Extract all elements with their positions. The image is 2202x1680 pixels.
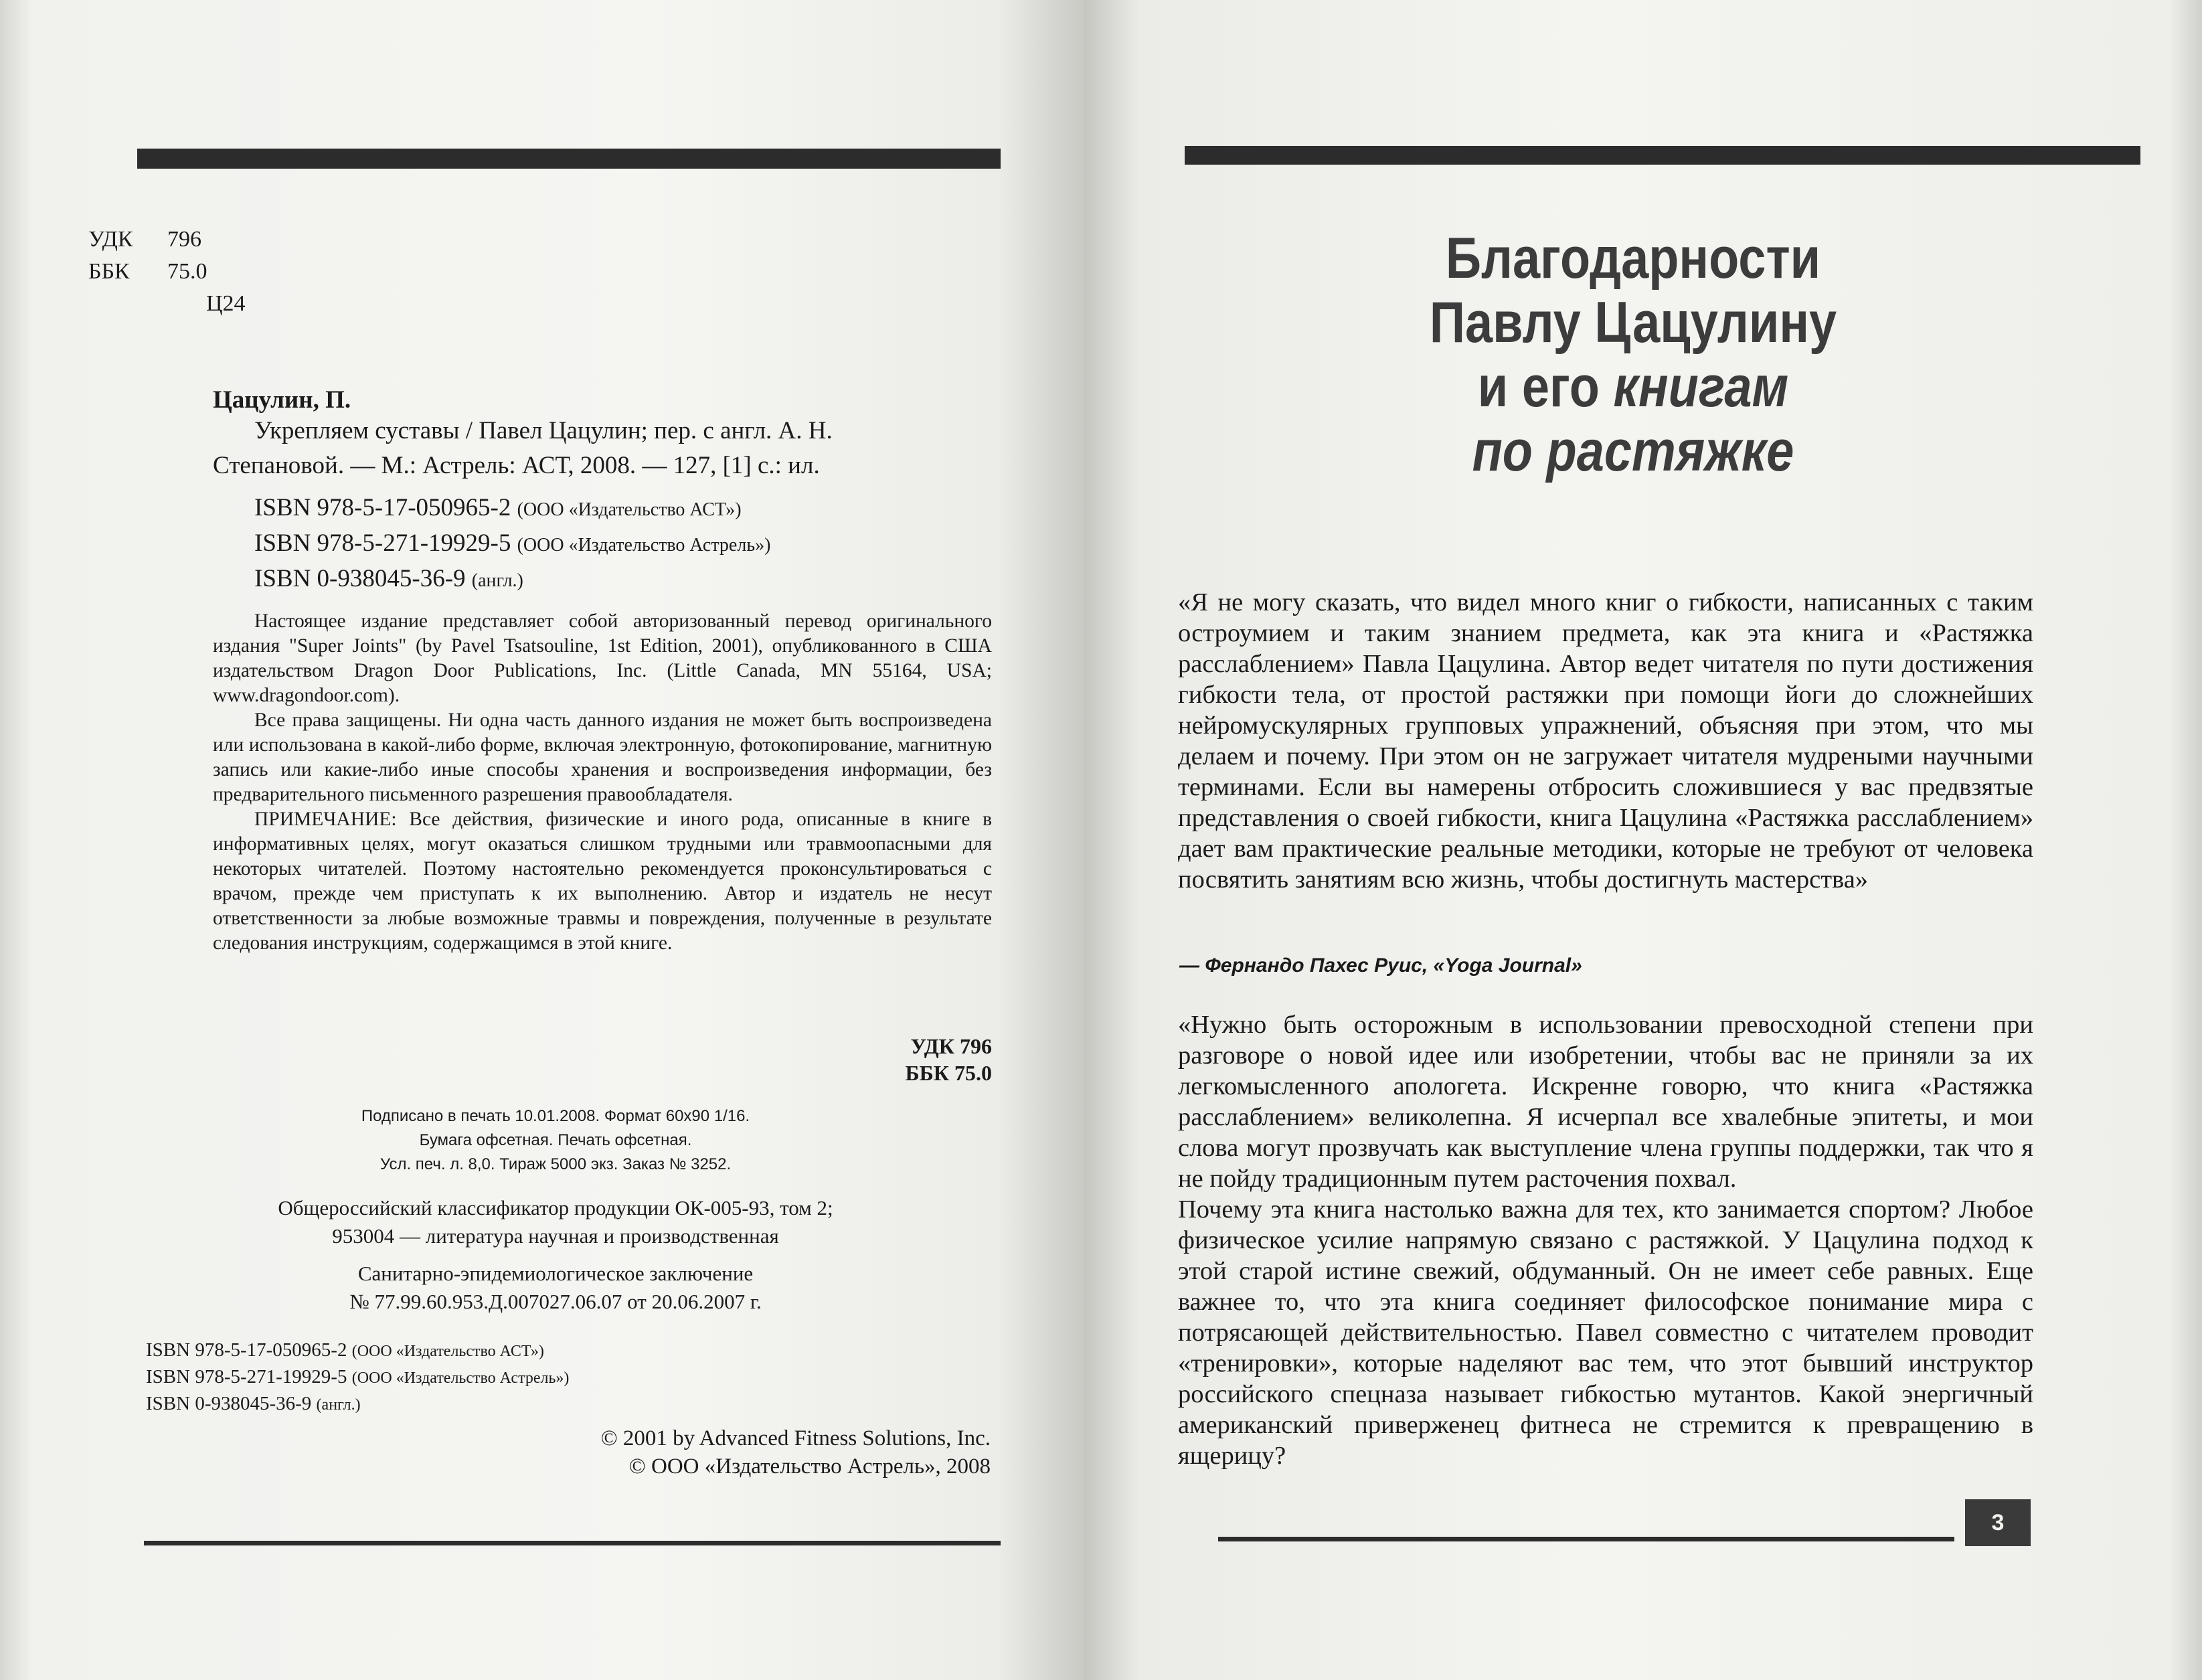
bib-line-1: Укрепляем суставы / Павел Цацулин; пер. с англ. А. Н. (254, 417, 833, 444)
bbk-right-line: ББК 75.0 (905, 1061, 992, 1085)
classification-block (88, 224, 246, 320)
sanitary-line: Санитарно-эпидемиологическое заключение (357, 1262, 754, 1285)
copyright-line: © 2001 by Advanced Fitness Solutions, Inc. (600, 1426, 991, 1450)
classifier-block (221, 1194, 890, 1316)
bbk-value: 75.0 (167, 259, 207, 284)
heading-line: Благодарности (1445, 226, 1821, 290)
sanitary-line: № 77.99.60.953.Д.007027.06.07 от 20.06.2007 г. (349, 1290, 762, 1313)
copyright-block (522, 1424, 991, 1481)
bottom-rule-right (1218, 1537, 1954, 1541)
udk-value: 796 (167, 227, 201, 252)
quote-paragraph: Почему эта книга настолько важна для тех, кто занимается спортом? Любое физическое усилие напрямую связано с растяжкой. У Цацулина подход к этой старой истине свежий, обдуманный. Он не имеет себе равных. Еще важнее то, что эта книга соединяет философское понимание мира с потрясающей действительностью. Павел совместно с читателем проводит «тренировки», которые наделяют вас тем, что этот бывший инструктор российского спецназа называет гибкостью мутантов. Какой энергичный американский приверженец фитнеса не стремится к превращению в ящерицу? (1178, 1195, 2033, 1470)
bib-line-2: Степановой. — М.: Астрель: АСТ, 2008. — 127, [1] с.: ил. (213, 452, 820, 479)
top-rule-right (1185, 146, 2140, 165)
print-info-line: Усл. печ. л. 8,0. Тираж 5000 экз. Заказ № 3252. (379, 1155, 732, 1173)
bottom-rule-left (144, 1541, 1001, 1545)
udk-label: УДК (88, 227, 133, 252)
isbn-row: ISBN 978-5-271-19929-5 (ООО «Издательство Астрель») (146, 1366, 570, 1388)
print-info-line: Бумага офсетная. Печать офсетная. (419, 1131, 692, 1149)
copyright-line: © ООО «Издательство Астрель», 2008 (628, 1454, 991, 1479)
rights-paragraph: Все права защищены. Ни одна часть данного издания не может быть воспроизведена или использована в какой-либо форме, включая электронную, фотокопирование, магнитную запись или какие-либо иные способы хранения и воспроизведения информации, без предварительного письменного разрешения правообладателя. (213, 709, 992, 805)
quote-attribution: — Фернандо Пахес Руис, «Yoga Journal» (1179, 954, 1582, 977)
legal-text (213, 609, 992, 956)
isbn-row: ISBN 978-5-17-050965-2 (ООО «Издательство АСТ») (254, 494, 742, 521)
page-heading (1368, 226, 1897, 483)
testimonial-quote-1 (1178, 587, 2033, 895)
udk-bbk-right (883, 1033, 992, 1086)
print-info (281, 1104, 830, 1177)
classifier-line: Общероссийский классификатор продукции ОК-005-93, том 2; (278, 1196, 833, 1220)
author-code: Ц24 (206, 291, 246, 316)
author-line: Цацулин, П. (213, 386, 351, 414)
udk-right-line: УДК 796 (910, 1034, 992, 1058)
classifier-line: 953004 — литература научная и производственная (332, 1224, 779, 1248)
isbn-row: ISBN 0-938045-36-9 (англ.) (254, 565, 523, 592)
isbn-row: ISBN 0-938045-36-9 (англ.) (146, 1393, 361, 1414)
isbn-row: ISBN 978-5-271-19929-5 (ООО «Издательство Астрель») (254, 529, 771, 557)
heading-line: по растяжке (1472, 419, 1794, 483)
note-paragraph: ПРИМЕЧАНИЕ: Все действия, физические и иного рода, описанные в книге в информативных целях, могут оказаться слишком трудными или травмоопасными для некоторых читателей. Поэтому настоятельно рекомендуется проконсультироваться с врачом, прежде чем приступать к их выполнению. Автор и издатель не несут ответственности за любые возможные травмы и повреждения, полученные в результате следования инструкциям, содержащимся в этой книге. (213, 809, 992, 954)
bibliographic-description (213, 414, 991, 483)
bbk-label: ББК (88, 259, 130, 284)
quote-text: «Я не могу сказать, что видел много книг о гибкости, написанных с таким остроумием и таким знанием предмета, как эта книга и «Растяжка расслаблением» Павла Цацулина. Автор ведет читателя по пути достижения гибкости тела, от простой растяжки при помощи йоги до сложнейших нейромускулярных групповых упражнений, объясняя при этом, что мы делаем и почему. При этом он не загружает читателя мудреными научными терминами. Если вы намерены отбросить сложившиеся у вас предвзятые представления о своей гибкости, книга Цацулина «Растяжка расслаблением» дает вам практические реальные методики, которые не требуют от человека посвятить занятиям всю жизнь, чтобы достигнуть мастерства» (1178, 588, 2033, 894)
isbn-row: ISBN 978-5-17-050965-2 (ООО «Издательство АСТ») (146, 1339, 544, 1361)
isbn-bottom-list (146, 1337, 569, 1418)
heading-line: и его книгам (1477, 355, 1789, 419)
testimonial-quote-2 (1178, 1009, 2033, 1471)
page-number: 3 (1965, 1499, 2031, 1546)
heading-line: Павлу Цацулину (1429, 290, 1837, 355)
print-info-line: Подписано в печать 10.01.2008. Формат 60х90 1/16. (361, 1107, 750, 1125)
translation-paragraph: Настоящее издание представляет собой авторизованный перевод оригинального издания "Super Joints" (by Pavel Tsatsouline, 1st Edition, 2001), опубликованного в США издательством Dragon Door Publications, Inc. (Little Canada, MN 55164, USA; www.dragondoor.com). (213, 610, 992, 706)
left-page (0, 0, 1084, 1680)
quote-paragraph: «Нужно быть осторожным в использовании превосходной степени при разговоре о новой идее или изобретении, чтобы вас не приняли за их легкомысленного апологета. Искренне говорю, что книга «Растяжка расслаблением» великолепна. Я исчерпал все хвалебные эпитеты, и мои слова могут прозвучать как выступление члена группы поддержки, так что я не пойду традиционным путем расточения похвал. (1178, 1011, 2033, 1193)
top-rule-left (137, 149, 1001, 169)
isbn-list (254, 491, 770, 598)
